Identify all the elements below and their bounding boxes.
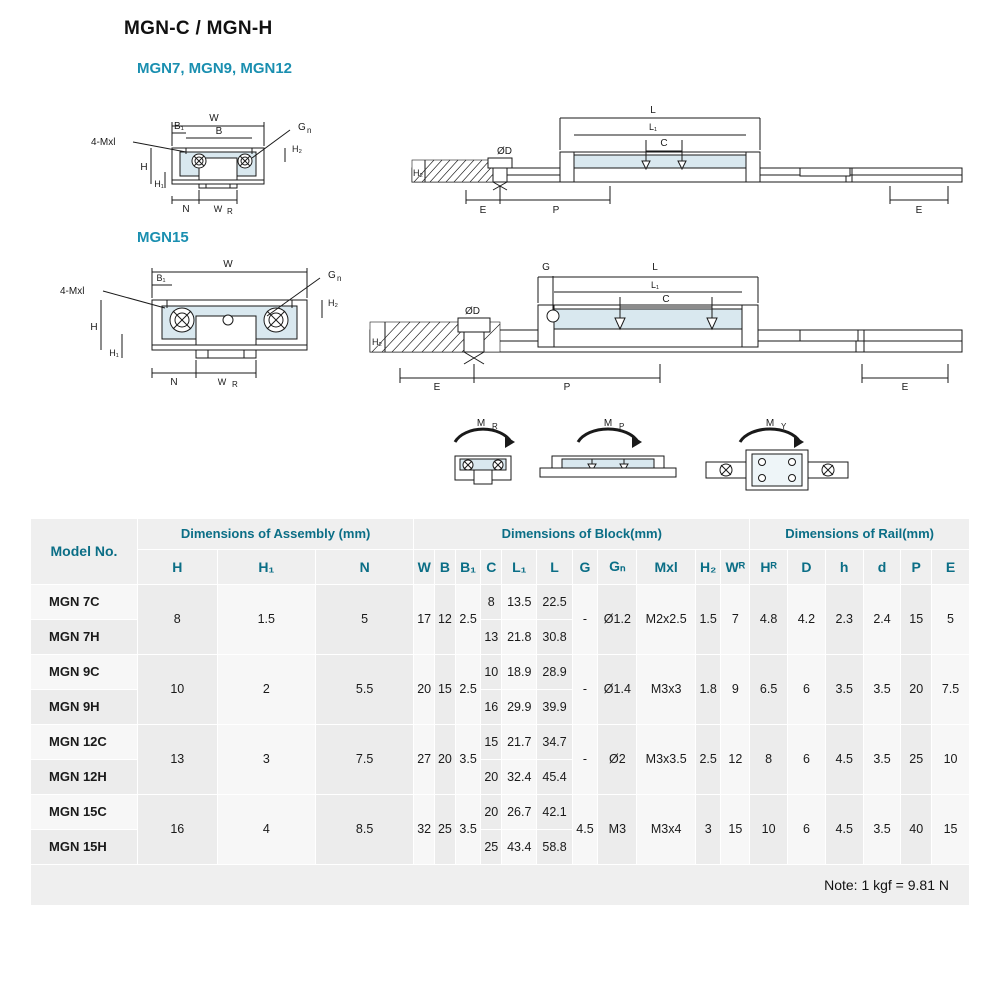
svg-text:L: L	[652, 262, 658, 273]
cell-L: 39.9	[537, 689, 572, 724]
table-row	[31, 584, 970, 619]
cell-HR: 10	[750, 794, 788, 864]
cell-B: 20	[435, 724, 456, 794]
cell-D: 6	[788, 654, 826, 724]
cell-Gn: M3	[598, 794, 637, 864]
cell-L: 34.7	[537, 724, 572, 759]
cell-G: -	[572, 724, 598, 794]
cell-d: 2.4	[863, 584, 901, 654]
col-L: L	[537, 549, 572, 584]
cell-h: 3.5	[825, 654, 863, 724]
cell-L1: 21.7	[502, 724, 537, 759]
col-L1: L₁	[502, 549, 537, 584]
cell-H: 10	[137, 654, 217, 724]
col-WR: Wᴿ	[721, 549, 750, 584]
cell-model: MGN 7H	[31, 619, 138, 654]
svg-text:P: P	[619, 422, 625, 431]
table-group-header-row	[31, 519, 970, 550]
cell-HR: 6.5	[750, 654, 788, 724]
cell-model: MGN 12C	[31, 724, 138, 759]
cell-E: 5	[932, 584, 970, 654]
cell-P: 20	[901, 654, 932, 724]
col-Gn: Gₙ	[598, 549, 637, 584]
cell-HR: 4.8	[750, 584, 788, 654]
rail-side-view-large	[370, 305, 962, 364]
svg-text:H₂: H₂	[328, 298, 338, 308]
cell-W: 32	[414, 794, 435, 864]
cell-H2: 2.5	[695, 724, 721, 794]
svg-text:H₂: H₂	[292, 144, 302, 154]
svg-text:B₁: B₁	[173, 121, 185, 132]
svg-text:W: W	[217, 377, 227, 387]
svg-text:H₂: H₂	[372, 337, 382, 347]
cell-P: 40	[901, 794, 932, 864]
svg-text:B: B	[215, 126, 223, 137]
cell-L1: 13.5	[502, 584, 537, 619]
cell-P: 25	[901, 724, 932, 794]
cell-H2: 1.8	[695, 654, 721, 724]
cell-B1: 3.5	[455, 794, 481, 864]
table-note-row	[31, 864, 970, 905]
cell-H: 8	[137, 584, 217, 654]
table-symbol-header-row	[31, 549, 970, 584]
svg-text:P: P	[563, 382, 571, 393]
col-group-block: Dimensions of Block(mm)	[414, 519, 750, 550]
svg-text:N: N	[182, 204, 190, 215]
svg-text:H₁: H₁	[109, 348, 119, 358]
col-H2: H₂	[695, 549, 721, 584]
cell-model: MGN 12H	[31, 759, 138, 794]
cell-L1: 21.8	[502, 619, 537, 654]
cell-D: 6	[788, 724, 826, 794]
cell-H1: 3	[217, 724, 315, 794]
cell-W: 27	[414, 724, 435, 794]
cell-W: 20	[414, 654, 435, 724]
cell-N: 5.5	[315, 654, 413, 724]
svg-text:n: n	[337, 274, 342, 283]
block-front-view-small	[172, 148, 264, 188]
cell-h: 4.5	[825, 724, 863, 794]
cell-L: 58.8	[537, 829, 572, 864]
subtitle-mgn15: MGN15	[137, 229, 189, 246]
moment-diagram-mr	[455, 418, 515, 484]
cell-d: 3.5	[863, 654, 901, 724]
col-H: H	[137, 549, 217, 584]
col-h: h	[825, 549, 863, 584]
cell-E: 7.5	[932, 654, 970, 724]
specification-table	[30, 518, 970, 906]
cell-H: 16	[137, 794, 217, 864]
moment-diagram-mp	[540, 418, 676, 477]
cell-G: -	[572, 654, 598, 724]
cell-E: 15	[932, 794, 970, 864]
cell-model: MGN 7C	[31, 584, 138, 619]
svg-text:M: M	[603, 418, 613, 429]
cell-H1: 2	[217, 654, 315, 724]
cell-HR: 8	[750, 724, 788, 794]
cell-G: -	[572, 584, 598, 654]
col-D: D	[788, 549, 826, 584]
svg-text:H₂: H₂	[413, 168, 423, 178]
cell-E: 10	[932, 724, 970, 794]
block-front-view-large	[152, 300, 307, 358]
col-B: B	[435, 549, 456, 584]
cell-L: 22.5	[537, 584, 572, 619]
table-row	[31, 724, 970, 759]
svg-text:H₁: H₁	[154, 179, 164, 189]
cell-L1: 26.7	[502, 794, 537, 829]
cell-N: 8.5	[315, 794, 413, 864]
svg-text:E: E	[433, 382, 441, 393]
svg-text:E: E	[901, 382, 909, 393]
svg-text:N: N	[170, 377, 178, 388]
svg-text:W: W	[209, 113, 219, 124]
svg-text:G: G	[542, 262, 550, 273]
svg-text:n: n	[307, 126, 312, 135]
cell-C: 25	[481, 829, 502, 864]
svg-text:L₁: L₁	[648, 122, 658, 132]
cell-WR: 9	[721, 654, 750, 724]
svg-text:C: C	[662, 294, 670, 305]
table-row	[31, 794, 970, 829]
svg-text:W: W	[213, 204, 223, 214]
svg-text:Y: Y	[781, 422, 787, 431]
svg-text:H: H	[140, 162, 148, 173]
cell-H1: 1.5	[217, 584, 315, 654]
cell-L1: 29.9	[502, 689, 537, 724]
col-HR: Hᴿ	[750, 549, 788, 584]
cell-h: 2.3	[825, 584, 863, 654]
cell-B1: 2.5	[455, 584, 481, 654]
cell-P: 15	[901, 584, 932, 654]
cell-B: 12	[435, 584, 456, 654]
table-row	[31, 654, 970, 689]
cell-model: MGN 9C	[31, 654, 138, 689]
col-W: W	[414, 549, 435, 584]
svg-text:B₁: B₁	[156, 273, 166, 283]
col-N: N	[315, 549, 413, 584]
cell-C: 20	[481, 759, 502, 794]
svg-text:M: M	[765, 418, 775, 429]
cell-H2: 3	[695, 794, 721, 864]
cell-Gn: Ø1.2	[598, 584, 637, 654]
cell-W: 17	[414, 584, 435, 654]
subtitle-mgn7-9-12: MGN7, MGN9, MGN12	[137, 60, 293, 77]
cell-Gn: Ø2	[598, 724, 637, 794]
cell-B: 25	[435, 794, 456, 864]
page-title: MGN-C / MGN-H	[124, 18, 273, 39]
cell-C: 10	[481, 654, 502, 689]
cell-Mxl: M3x3	[637, 654, 695, 724]
cell-H: 13	[137, 724, 217, 794]
svg-text:G: G	[328, 270, 336, 281]
cell-model: MGN 15C	[31, 794, 138, 829]
cell-WR: 12	[721, 724, 750, 794]
cell-B1: 2.5	[455, 654, 481, 724]
svg-text:C: C	[660, 138, 668, 149]
cell-N: 5	[315, 584, 413, 654]
svg-text:H: H	[90, 322, 98, 333]
svg-text:P: P	[552, 205, 560, 216]
svg-text:ØD: ØD	[497, 146, 512, 157]
cell-L: 42.1	[537, 794, 572, 829]
svg-text:ØD: ØD	[465, 306, 480, 317]
cell-G: 4.5	[572, 794, 598, 864]
note-text: Note: 1 kgf = 9.81 N	[31, 864, 970, 905]
cell-Gn: Ø1.4	[598, 654, 637, 724]
rail-side-view-small	[412, 146, 962, 190]
cell-C: 8	[481, 584, 502, 619]
cell-C: 16	[481, 689, 502, 724]
svg-text:L: L	[650, 105, 656, 116]
cell-H1: 4	[217, 794, 315, 864]
cell-L: 30.8	[537, 619, 572, 654]
col-B1: B₁	[455, 549, 481, 584]
cell-H2: 1.5	[695, 584, 721, 654]
cell-d: 3.5	[863, 724, 901, 794]
cell-model: MGN 15H	[31, 829, 138, 864]
svg-text:R: R	[227, 207, 233, 216]
col-P: P	[901, 549, 932, 584]
col-Mxl: Mxl	[637, 549, 695, 584]
svg-text:L₁: L₁	[650, 280, 660, 290]
cell-L1: 18.9	[502, 654, 537, 689]
cell-C: 20	[481, 794, 502, 829]
col-d: d	[863, 549, 901, 584]
svg-text:R: R	[492, 422, 498, 431]
cell-h: 4.5	[825, 794, 863, 864]
svg-text:M: M	[476, 418, 486, 429]
cell-L: 28.9	[537, 654, 572, 689]
cell-Mxl: M3x4	[637, 794, 695, 864]
cell-model: MGN 9H	[31, 689, 138, 724]
cell-L1: 43.4	[502, 829, 537, 864]
col-H1: H₁	[217, 549, 315, 584]
col-G: G	[572, 549, 598, 584]
moment-diagram-my	[706, 418, 848, 490]
col-group-assembly: Dimensions of Assembly (mm)	[137, 519, 413, 550]
cell-d: 3.5	[863, 794, 901, 864]
col-group-model: Model No.	[31, 519, 138, 585]
cell-B: 15	[435, 654, 456, 724]
cell-D: 4.2	[788, 584, 826, 654]
svg-text:4-Mxl: 4-Mxl	[60, 286, 85, 297]
svg-text:W: W	[223, 259, 233, 270]
svg-text:4-Mxl: 4-Mxl	[91, 137, 116, 148]
cell-C: 13	[481, 619, 502, 654]
cell-Mxl: M3x3.5	[637, 724, 695, 794]
cell-N: 7.5	[315, 724, 413, 794]
cell-L1: 32.4	[502, 759, 537, 794]
cell-C: 15	[481, 724, 502, 759]
col-E: E	[932, 549, 970, 584]
cell-WR: 7	[721, 584, 750, 654]
cell-D: 6	[788, 794, 826, 864]
svg-text:G: G	[298, 122, 306, 133]
col-C: C	[481, 549, 502, 584]
cell-WR: 15	[721, 794, 750, 864]
cell-Mxl: M2x2.5	[637, 584, 695, 654]
cell-B1: 3.5	[455, 724, 481, 794]
cell-L: 45.4	[537, 759, 572, 794]
col-group-rail: Dimensions of Rail(mm)	[750, 519, 970, 550]
svg-text:R: R	[232, 380, 238, 389]
svg-text:E: E	[479, 205, 487, 216]
svg-text:E: E	[915, 205, 923, 216]
